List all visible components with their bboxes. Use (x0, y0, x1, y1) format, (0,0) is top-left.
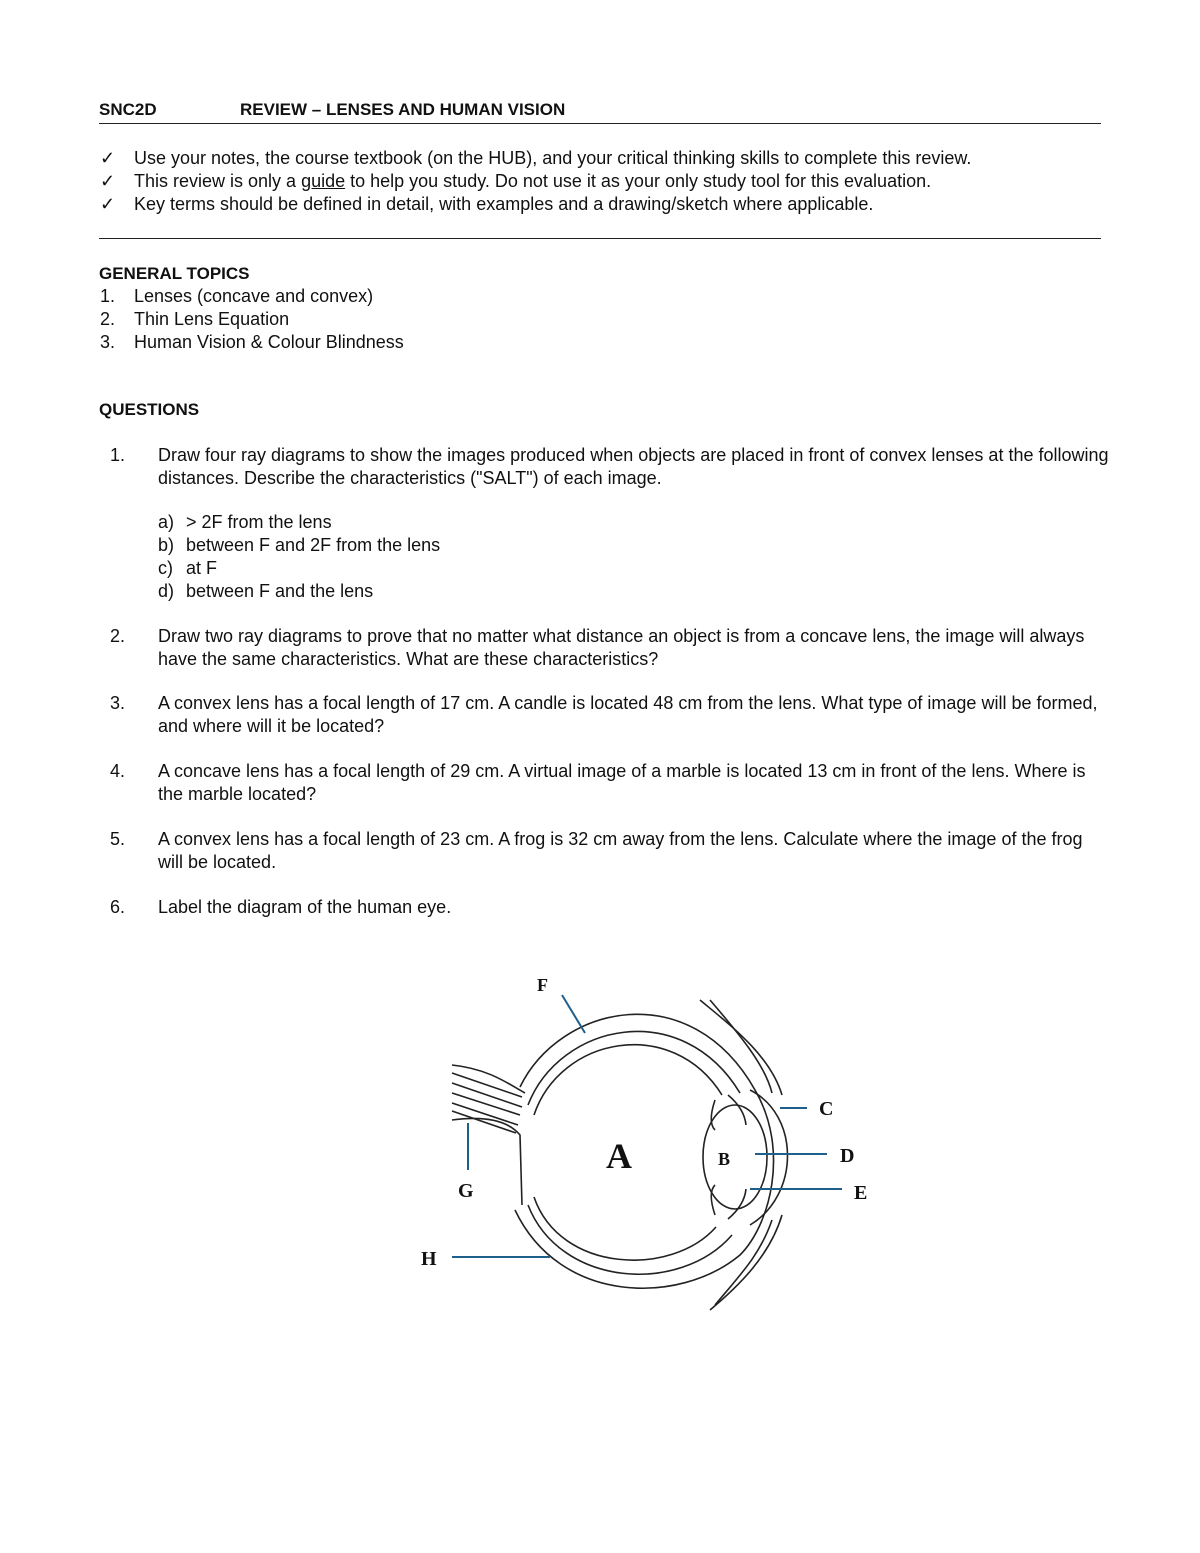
topic-text: Human Vision & Colour Blindness (134, 332, 404, 352)
questions-heading: QUESTIONS (99, 400, 200, 419)
question-text: A convex lens has a focal length of 17 cm. A candle is located 48 cm from the lens. What type of image will be formed, and where will it be located? (158, 693, 1098, 736)
course-code: SNC2D (99, 100, 157, 119)
instructions-list (99, 147, 971, 216)
pointer-f (562, 995, 585, 1033)
eye-diagram-svg (410, 965, 890, 1325)
question-3 (110, 692, 1110, 738)
question-1-subparts (158, 511, 440, 603)
header-rule (99, 123, 1101, 124)
iris-bottom (728, 1189, 746, 1219)
subpart-text: at F (186, 558, 218, 578)
section-rule (99, 238, 1101, 239)
question-text: Label the diagram of the human eye. (158, 897, 452, 917)
label-d: D (840, 1145, 855, 1167)
label-g: G (458, 1180, 474, 1202)
subpart-label: d) (158, 581, 175, 601)
eyelid-lower-inner (715, 1220, 772, 1305)
topic-text: Lenses (concave and convex) (134, 286, 374, 306)
question-number: 2. (110, 626, 126, 646)
subpart-label: b) (158, 535, 175, 555)
label-b: B (718, 1149, 731, 1169)
question-2 (110, 625, 1110, 671)
subpart-item (158, 557, 440, 580)
general-topics-heading: GENERAL TOPICS (99, 264, 250, 283)
instruction-item (99, 147, 971, 170)
topic-text: Thin Lens Equation (134, 309, 290, 329)
label-c: C (819, 1098, 834, 1120)
optic-nerve-fibers (452, 1073, 522, 1133)
instruction-underlined-word: guide (301, 171, 346, 191)
topic-item (99, 331, 404, 354)
subpart-item (158, 580, 440, 603)
question-1 (110, 444, 1110, 490)
sclera-outer (515, 1014, 774, 1288)
topic-number: 3. (100, 332, 116, 352)
instruction-item (99, 170, 971, 193)
topic-number: 2. (100, 309, 116, 329)
question-text: Draw two ray diagrams to prove that no matter what distance an object is from a concave lens, the image will always have the same characteristics. What are these characteristics? (158, 626, 1085, 669)
question-4 (110, 760, 1110, 806)
question-6 (110, 896, 1110, 919)
topic-number: 1. (100, 286, 116, 306)
topic-item (99, 285, 404, 308)
label-e: E (854, 1182, 868, 1204)
question-number: 1. (110, 445, 126, 465)
lens-shape (703, 1105, 767, 1209)
instruction-text: Key terms should be defined in detail, with examples and a drawing/sketch where applicable. (134, 194, 874, 214)
choroid-top (528, 1031, 740, 1105)
ciliary-top (711, 1100, 715, 1130)
subpart-label: c) (158, 558, 173, 578)
instruction-text: Use your notes, the course textbook (on the HUB), and your critical thinking skills to complete this review. (134, 148, 972, 168)
topic-item (99, 308, 404, 331)
cornea (750, 1090, 788, 1225)
question-text: Draw four ray diagrams to show the images produced when objects are placed in front of convex lenses at the following distances. Describe the characteristics ("SALT") of each image. (158, 445, 1109, 488)
question-text: A concave lens has a focal length of 29 cm. A virtual image of a marble is located 13 cm in front of the lens. Where is the marble located? (158, 761, 1086, 804)
label-h: H (421, 1248, 437, 1270)
subpart-item (158, 534, 440, 557)
question-number: 4. (110, 761, 126, 781)
retina-bottom (534, 1197, 716, 1260)
question-text: A convex lens has a focal length of 23 cm. A frog is 32 cm away from the lens. Calculate where the image of the frog will be located. (158, 829, 1083, 872)
check-icon: ✓ (100, 194, 116, 214)
instruction-text-end: to help you study. Do not use it as your only study tool for this evaluation. (345, 171, 932, 191)
check-icon: ✓ (100, 148, 116, 168)
iris-top (728, 1095, 746, 1125)
label-a: A (606, 1136, 632, 1176)
question-number: 6. (110, 897, 126, 917)
subpart-text: between F and the lens (186, 581, 374, 601)
label-f: F (537, 975, 548, 995)
subpart-text: > 2F from the lens (186, 512, 332, 532)
eyelid-upper-inner (710, 1000, 772, 1093)
question-number: 3. (110, 693, 126, 713)
subpart-item (158, 511, 440, 534)
instruction-text-start: This review is only a (134, 171, 302, 191)
ciliary-bottom (711, 1185, 715, 1215)
subpart-label: a) (158, 512, 175, 532)
eye-diagram (410, 965, 890, 1330)
general-topics-list (99, 285, 404, 354)
optic-nerve-top (452, 1065, 525, 1093)
eyelid-lower (710, 1215, 782, 1310)
retina-top (534, 1045, 722, 1115)
instruction-item (99, 193, 971, 216)
subpart-text: between F and 2F from the lens (186, 535, 441, 555)
document-title: REVIEW – LENSES AND HUMAN VISION (240, 100, 566, 119)
question-5 (110, 828, 1110, 874)
question-number: 5. (110, 829, 126, 849)
check-icon: ✓ (100, 171, 116, 191)
